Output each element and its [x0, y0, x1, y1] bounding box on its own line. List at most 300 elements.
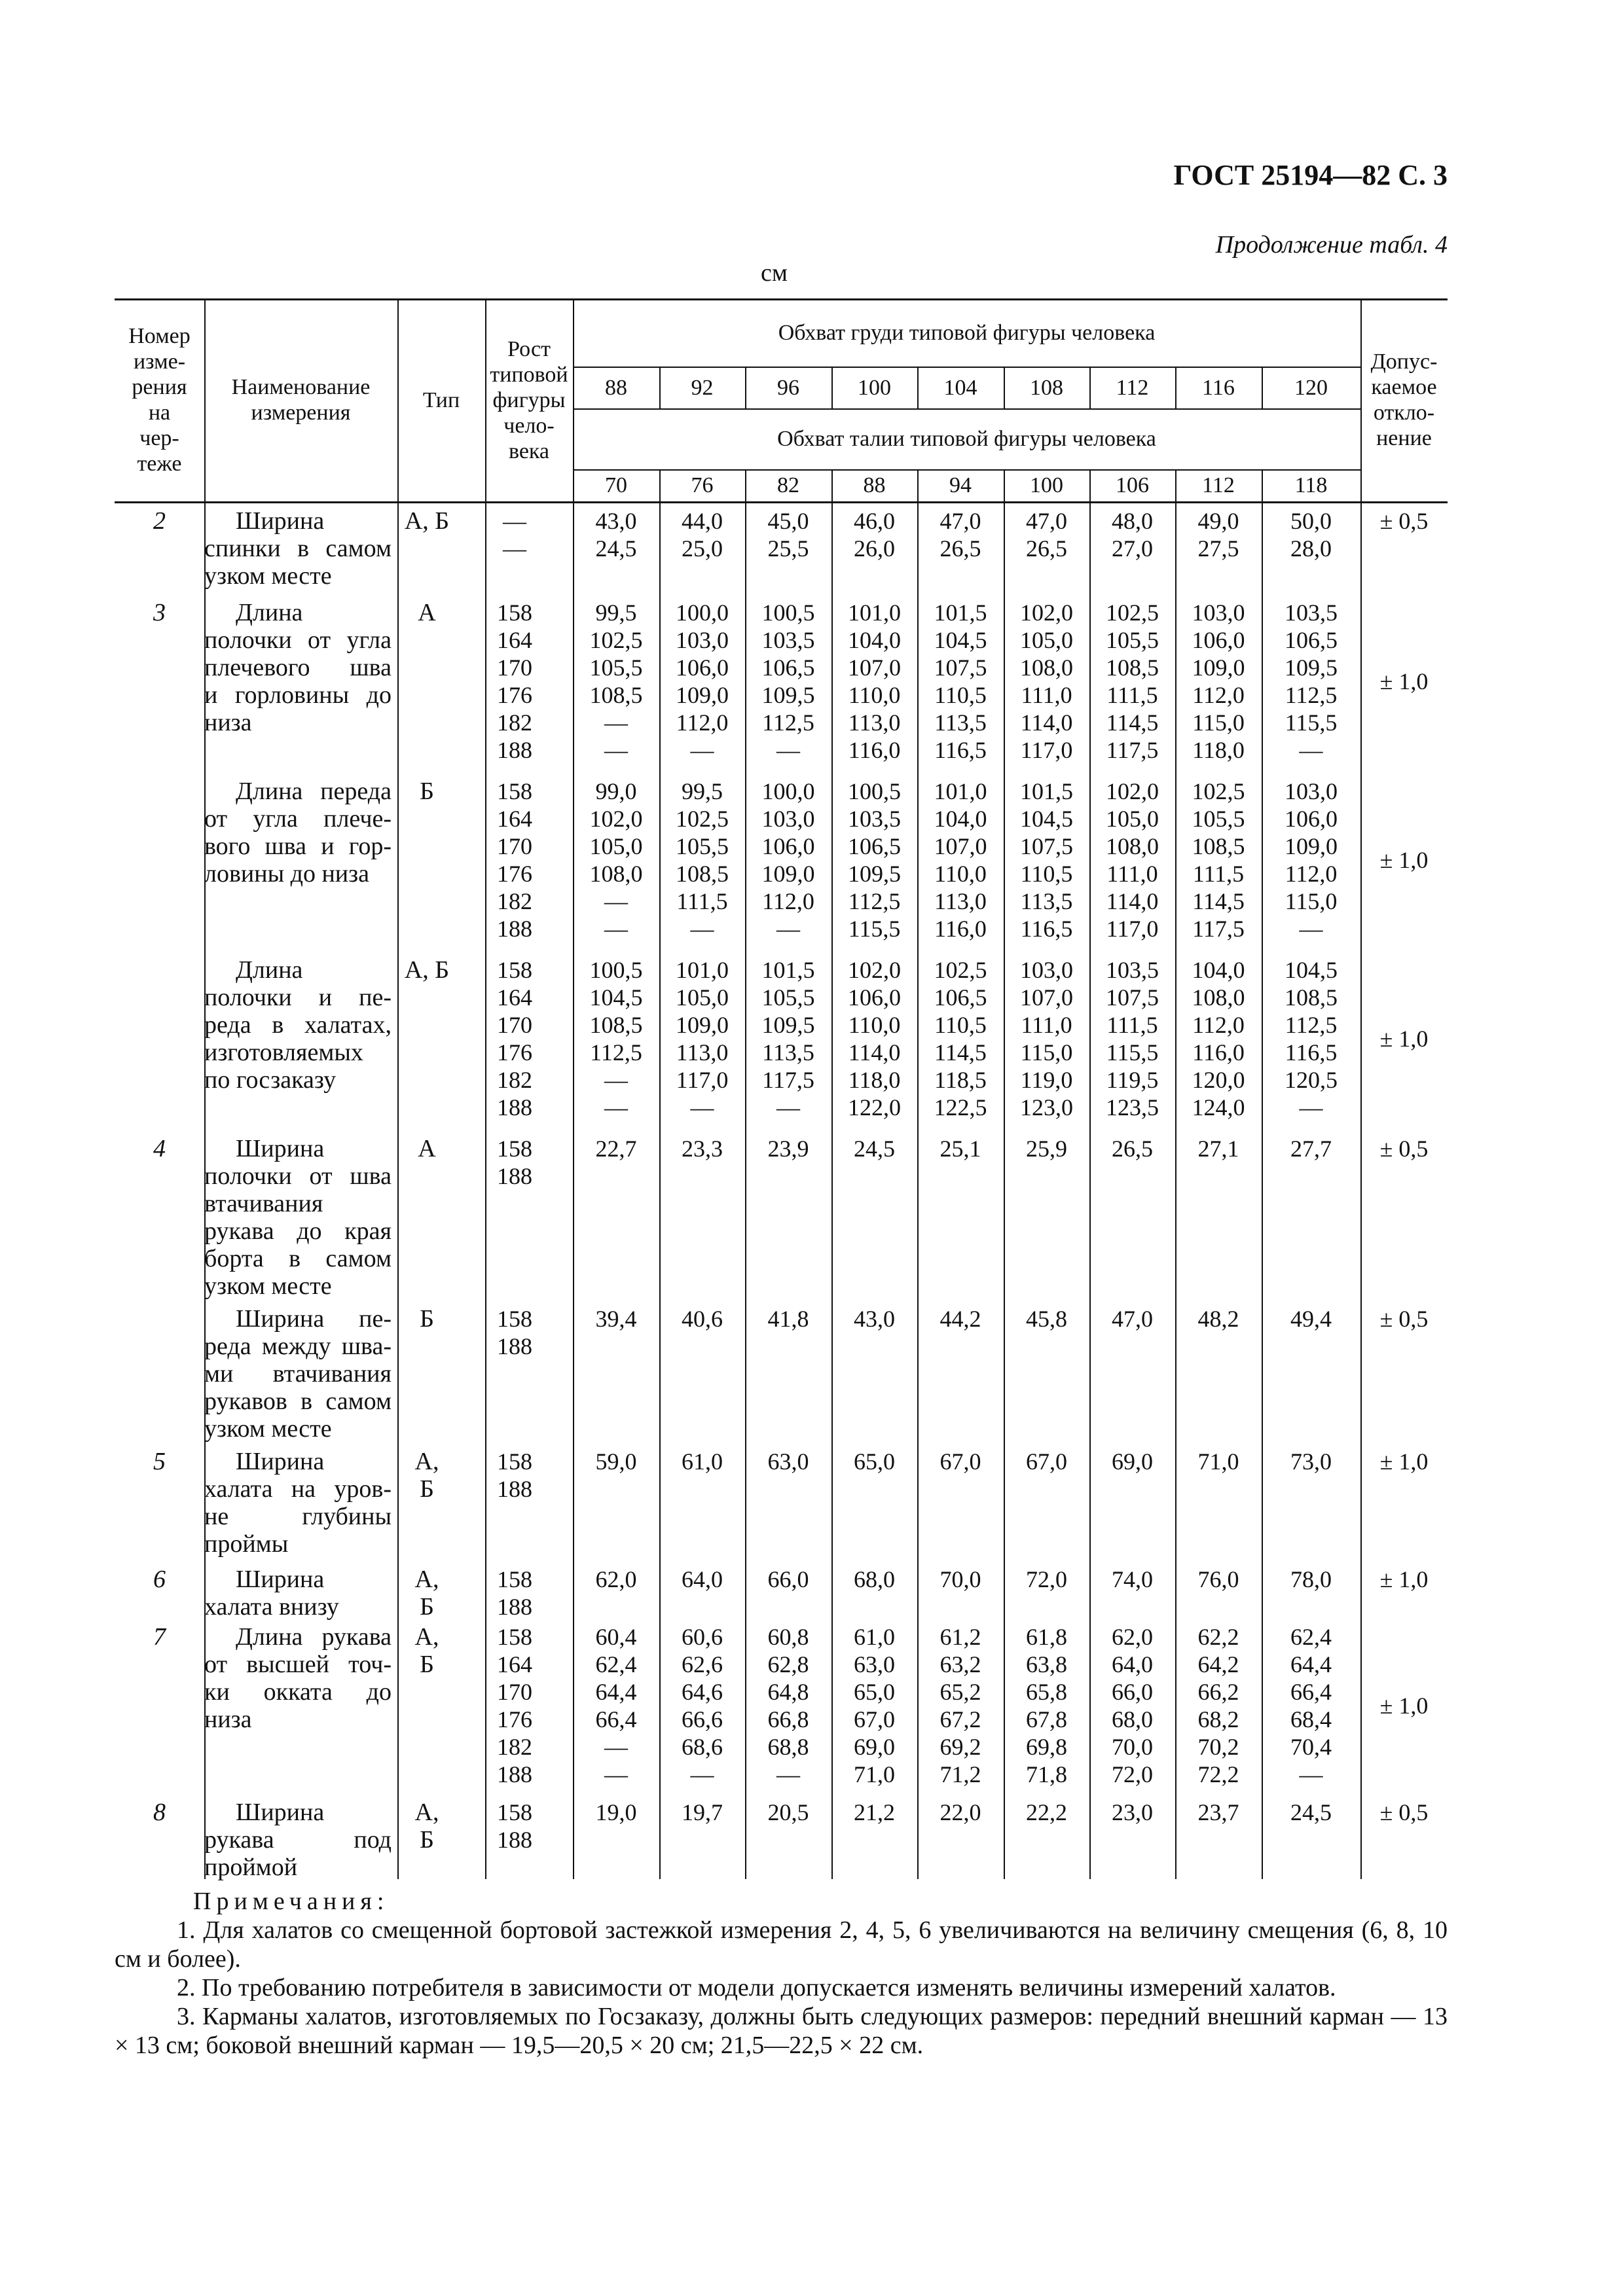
- data-cell: [1262, 599, 1360, 764]
- row-name-line: Длина: [236, 956, 303, 984]
- data-value: 21,2: [854, 1799, 895, 1825]
- data-value: 102,0: [589, 806, 643, 832]
- row-stature: [485, 956, 544, 1121]
- waist-value-header: [745, 469, 831, 501]
- data-value: 65,2: [939, 1679, 981, 1705]
- data-value: 62,0: [595, 1566, 637, 1592]
- chest-value-header: [917, 367, 1004, 408]
- data-value: —: [776, 916, 800, 942]
- data-value: 102,5: [1192, 778, 1245, 804]
- data-cell: [831, 778, 917, 942]
- row-type-line: А,: [414, 1799, 439, 1826]
- data-value: 117,5: [762, 1067, 814, 1093]
- data-value: 66,4: [595, 1706, 637, 1732]
- data-value: 70,2: [1197, 1734, 1239, 1760]
- data-value: 27,0: [1112, 535, 1153, 562]
- data-value: 100,0: [676, 600, 729, 626]
- data-value: 109,0: [1192, 655, 1245, 681]
- data-cell: [1262, 1623, 1360, 1788]
- col-number-header-line: Номер: [128, 324, 191, 348]
- stature-value: 158: [497, 1306, 532, 1332]
- data-value: 67,8: [1026, 1706, 1067, 1732]
- data-value: 105,5: [676, 833, 729, 859]
- row-type-line: Б: [420, 1593, 434, 1621]
- stature-value: 188: [497, 737, 532, 763]
- data-value: 101,0: [676, 957, 729, 983]
- data-value: 108,5: [676, 861, 729, 887]
- data-value: 66,4: [1290, 1679, 1332, 1705]
- data-value: —: [604, 916, 628, 942]
- data-value: 107,5: [934, 655, 987, 681]
- waist-group-header: [573, 408, 1360, 469]
- data-value: 25,1: [939, 1136, 981, 1162]
- row-name-line: ми втачивания: [204, 1360, 392, 1388]
- data-value: 114,5: [1106, 709, 1159, 736]
- col-stature-header-text: [490, 336, 568, 464]
- stature-value: 164: [497, 806, 532, 832]
- data-cell: [917, 1135, 1004, 1162]
- row-name-line: ки окката до: [204, 1678, 392, 1706]
- col-number-header-line: на: [148, 401, 171, 425]
- stature-value: 188: [497, 1333, 532, 1359]
- data-value: 102,5: [676, 806, 729, 832]
- chest-value-text: 88: [605, 375, 627, 400]
- data-value: 104,5: [1285, 957, 1338, 983]
- data-value: 110,0: [848, 1012, 901, 1038]
- data-value: 107,0: [1020, 984, 1073, 1011]
- data-value: 68,6: [682, 1734, 723, 1760]
- stature-value: 158: [497, 1624, 532, 1650]
- data-value: 104,5: [589, 984, 643, 1011]
- data-value: 105,0: [1106, 806, 1159, 832]
- data-value: 105,5: [1192, 806, 1245, 832]
- data-value: 72,0: [1026, 1566, 1067, 1592]
- data-cell: [917, 507, 1004, 562]
- data-value: 106,5: [1285, 627, 1338, 653]
- data-value: 103,5: [1106, 957, 1159, 983]
- data-value: 28,0: [1290, 535, 1332, 562]
- data-value: 110,0: [934, 861, 987, 887]
- data-value: —: [1299, 1761, 1323, 1787]
- data-value: 24,5: [1290, 1799, 1332, 1825]
- data-value: 109,0: [676, 682, 729, 708]
- data-value: 63,8: [1026, 1651, 1067, 1677]
- data-value: 116,5: [934, 737, 987, 763]
- waist-group-text: Обхват талии типовой фигуры человека: [777, 427, 1156, 451]
- data-value: 102,5: [1106, 600, 1159, 626]
- row-name-line: полочки от шва: [204, 1162, 392, 1190]
- data-value: 120,5: [1285, 1067, 1338, 1093]
- data-cell: [831, 1799, 917, 1826]
- data-value: 67,0: [1026, 1448, 1067, 1475]
- data-value: 119,5: [1106, 1067, 1159, 1093]
- data-value: 116,5: [1285, 1039, 1338, 1066]
- row-stature: [485, 507, 544, 562]
- data-value: 62,8: [767, 1651, 809, 1677]
- data-cell: [917, 956, 1004, 1121]
- data-cell: [1004, 1448, 1089, 1475]
- data-value: 100,5: [761, 600, 815, 626]
- row-type: [397, 507, 456, 535]
- row-name-line: плечевого шва: [204, 654, 392, 681]
- data-value: 103,0: [761, 806, 815, 832]
- data-cell: [917, 599, 1004, 764]
- data-value: 108,0: [589, 861, 643, 887]
- waist-value-header: [1089, 469, 1175, 501]
- data-value: 123,5: [1106, 1094, 1159, 1121]
- data-value: 65,8: [1026, 1679, 1067, 1705]
- grid-vline: [1360, 501, 1362, 1879]
- data-cell: [1089, 1448, 1175, 1475]
- data-cell: [659, 507, 745, 562]
- data-value: 63,2: [939, 1651, 981, 1677]
- row-type: [397, 1623, 456, 1678]
- data-value: —: [604, 888, 628, 914]
- chest-value-header: [1004, 367, 1089, 408]
- row-type: [397, 1305, 456, 1333]
- stature-value: 170: [497, 1679, 532, 1705]
- data-value: 112,5: [590, 1039, 642, 1066]
- data-cell: [745, 599, 831, 764]
- data-value: 109,5: [761, 1012, 815, 1038]
- data-value: 110,5: [934, 1012, 987, 1038]
- data-value: 66,0: [767, 1566, 809, 1592]
- row-name-line: Ширина пе-: [236, 1305, 392, 1333]
- stature-value: 182: [497, 709, 532, 736]
- data-cell: [1089, 599, 1175, 764]
- data-cell: [745, 956, 831, 1121]
- data-value: 106,5: [934, 984, 987, 1011]
- data-value: —: [604, 1094, 628, 1121]
- data-value: 61,2: [939, 1624, 981, 1650]
- row-name-line: Ширина: [236, 1135, 325, 1162]
- data-value: 103,5: [1285, 600, 1338, 626]
- data-value: 73,0: [1290, 1448, 1332, 1475]
- data-value: 66,6: [682, 1706, 723, 1732]
- row-stature: [485, 1623, 544, 1788]
- data-value: 19,0: [595, 1799, 637, 1825]
- data-value: 120,0: [1192, 1067, 1245, 1093]
- data-value: 116,5: [1020, 916, 1073, 942]
- data-cell: [917, 778, 1004, 942]
- data-cell: [1175, 1566, 1262, 1593]
- data-cell: [573, 1799, 659, 1826]
- data-value: 106,0: [1192, 627, 1245, 653]
- data-value: 105,0: [1020, 627, 1073, 653]
- data-cell: [745, 507, 831, 562]
- data-value: 71,0: [1197, 1448, 1239, 1475]
- row-tolerance: ± 1,0: [1379, 1693, 1429, 1719]
- row-tolerance: ± 0,5: [1379, 1799, 1429, 1825]
- data-cell: [745, 1566, 831, 1593]
- row-name-line: реда в халатах,: [204, 1011, 392, 1039]
- data-value: 124,0: [1192, 1094, 1245, 1121]
- data-value: 115,5: [1285, 709, 1338, 736]
- stature-value: 164: [497, 984, 532, 1011]
- data-value: 99,5: [682, 778, 723, 804]
- col-tolerance-header-line: откло-: [1373, 401, 1435, 425]
- data-value: 112,5: [1285, 1012, 1338, 1038]
- data-value: 110,0: [848, 682, 901, 708]
- data-value: 114,5: [934, 1039, 987, 1066]
- row-name-line: Длина: [236, 599, 303, 626]
- data-value: —: [690, 1094, 714, 1121]
- data-value: 113,5: [1020, 888, 1073, 914]
- data-value: 22,7: [595, 1136, 637, 1162]
- data-value: 68,4: [1290, 1706, 1332, 1732]
- data-cell: [1175, 1623, 1262, 1788]
- waist-value-text: 100: [1030, 473, 1063, 497]
- row-type: [397, 599, 456, 626]
- data-value: 106,0: [848, 984, 901, 1011]
- data-cell: [573, 778, 659, 942]
- data-cell: [1089, 778, 1175, 942]
- data-cell: [745, 1623, 831, 1788]
- stature-value: 188: [497, 1761, 532, 1787]
- data-cell: [659, 1448, 745, 1475]
- data-value: 123,0: [1020, 1094, 1073, 1121]
- data-value: 66,2: [1197, 1679, 1239, 1705]
- data-value: 112,5: [848, 888, 901, 914]
- row-stature: [485, 1305, 544, 1360]
- row-name-line: изготовляемых: [204, 1039, 363, 1066]
- col-stature-header-line: типовой: [490, 362, 568, 387]
- data-value: 116,0: [934, 916, 987, 942]
- row-name: [204, 1566, 392, 1621]
- data-cell: [1004, 778, 1089, 942]
- row-type: [397, 1135, 456, 1162]
- data-value: 109,5: [848, 861, 901, 887]
- row-type: [397, 1799, 456, 1854]
- data-cell: [1262, 1135, 1360, 1162]
- note-1: 1. Для халатов со смещенной бортовой застежкой измерения 2, 4, 5, 6 увеличиваются на величину смещения (6, 8, 10 см и более).: [115, 1916, 1448, 1973]
- data-cell: [573, 1448, 659, 1475]
- data-value: 49,4: [1290, 1306, 1332, 1332]
- data-value: 114,0: [848, 1039, 901, 1066]
- data-value: 117,0: [676, 1067, 729, 1093]
- data-value: 27,5: [1197, 535, 1239, 562]
- data-value: 108,0: [1020, 655, 1073, 681]
- data-value: 67,0: [854, 1706, 895, 1732]
- data-cell: [917, 1566, 1004, 1593]
- data-value: 115,0: [1020, 1039, 1073, 1066]
- data-cell: [1175, 599, 1262, 764]
- chest-value-text: 104: [943, 375, 977, 400]
- data-cell: [831, 1623, 917, 1788]
- row-type: [397, 956, 456, 984]
- row-name-line: полочки от угла: [204, 626, 392, 654]
- data-value: 111,5: [676, 888, 728, 914]
- row-name-line: ловины до низа: [204, 860, 369, 888]
- row-tolerance: ± 1,0: [1379, 1448, 1429, 1475]
- col-tolerance-header-line: каемое: [1371, 375, 1437, 399]
- data-value: 60,6: [682, 1624, 723, 1650]
- data-value: 67,0: [939, 1448, 981, 1475]
- data-value: 60,4: [595, 1624, 637, 1650]
- waist-value-text: 112: [1202, 473, 1235, 497]
- data-cell: [659, 1305, 745, 1333]
- data-value: 23,9: [767, 1136, 809, 1162]
- data-cell: [1175, 1448, 1262, 1475]
- data-value: 114,0: [1106, 888, 1159, 914]
- data-value: 26,5: [1026, 535, 1067, 562]
- col-stature-header-line: чело-: [503, 413, 555, 438]
- data-value: 48,0: [1112, 508, 1153, 534]
- data-value: 69,0: [1112, 1448, 1153, 1475]
- data-value: 27,7: [1290, 1136, 1332, 1162]
- row-name-line: Длина рукава: [236, 1623, 392, 1651]
- col-name-header: [204, 298, 397, 501]
- col-number-header-line: рения: [132, 375, 187, 399]
- col-name-header-text: [232, 374, 371, 425]
- data-value: 62,4: [1290, 1624, 1332, 1650]
- data-value: 61,0: [854, 1624, 895, 1650]
- row-tolerance: ± 0,5: [1379, 1306, 1429, 1332]
- waist-value-text: 76: [691, 473, 714, 497]
- data-value: 105,0: [676, 984, 729, 1011]
- data-value: 110,5: [1020, 861, 1073, 887]
- data-cell: [1175, 778, 1262, 942]
- data-value: 118,5: [934, 1067, 987, 1093]
- data-value: 108,5: [1192, 833, 1245, 859]
- table-continuation: Продолжение табл. 4: [1215, 231, 1448, 259]
- row-name-line: не глубины: [204, 1503, 392, 1530]
- col-type-text: Тип: [422, 387, 460, 412]
- data-cell: [831, 1566, 917, 1593]
- data-value: —: [1299, 916, 1323, 942]
- data-value: 49,0: [1197, 508, 1239, 534]
- note-3: 3. Карманы халатов, изготовляемых по Госзаказу, должны быть следующих размеров: передний внешний карман — 13 × 13 см; боковой внешний карман — 19,5—20,5 × 20 см; 21,5—22,5 × 22 см.: [115, 2003, 1448, 2059]
- data-value: 25,9: [1026, 1136, 1067, 1162]
- data-value: 111,5: [1106, 682, 1158, 708]
- col-name-header-line: Наименование: [231, 375, 371, 399]
- chest-value-header: [745, 367, 831, 408]
- waist-value-text: 106: [1116, 473, 1149, 497]
- data-value: 24,5: [854, 1136, 895, 1162]
- row-name-line: узком месте: [204, 1272, 332, 1300]
- data-cell: [659, 778, 745, 942]
- data-value: 50,0: [1290, 508, 1332, 534]
- row-number: 2: [153, 507, 166, 535]
- data-value: 113,0: [848, 709, 901, 736]
- chest-value-text: 116: [1202, 375, 1235, 400]
- data-cell: [1175, 1135, 1262, 1162]
- data-value: 65,0: [854, 1679, 895, 1705]
- data-cell: [659, 1566, 745, 1593]
- row-name-line: полочки и пе-: [204, 984, 392, 1011]
- data-cell: [1175, 1305, 1262, 1333]
- data-value: —: [690, 916, 714, 942]
- data-cell: [1089, 1623, 1175, 1788]
- data-cell: [1262, 1448, 1360, 1475]
- data-cell: [1262, 1566, 1360, 1593]
- stature-value: 158: [497, 957, 532, 983]
- data-value: 114,0: [1020, 709, 1073, 736]
- data-value: 113,0: [934, 888, 987, 914]
- data-value: 101,0: [934, 778, 987, 804]
- row-type-line: Б: [420, 1475, 434, 1503]
- data-value: 111,0: [1021, 682, 1072, 708]
- data-value: —: [776, 737, 800, 763]
- row-type: [397, 778, 456, 805]
- waist-value-text: 82: [777, 473, 799, 497]
- row-number: 5: [153, 1448, 166, 1475]
- data-cell: [1175, 956, 1262, 1121]
- data-value: 119,0: [1020, 1067, 1073, 1093]
- data-value: 117,0: [1106, 916, 1159, 942]
- data-value: 71,2: [939, 1761, 981, 1787]
- data-value: 105,5: [1106, 627, 1159, 653]
- data-cell: [831, 507, 917, 562]
- waist-value-header: [831, 469, 917, 501]
- waist-value-text: 70: [605, 473, 627, 497]
- data-value: 64,8: [767, 1679, 809, 1705]
- data-value: 76,0: [1197, 1566, 1239, 1592]
- data-value: 109,0: [676, 1012, 729, 1038]
- data-value: 23,0: [1112, 1799, 1153, 1825]
- data-value: —: [604, 709, 628, 736]
- data-value: 112,0: [1192, 1012, 1245, 1038]
- row-name-line: втачивания: [204, 1190, 323, 1217]
- stature-value: 188: [497, 1476, 532, 1502]
- data-value: 104,0: [934, 806, 987, 832]
- col-stature-header: [485, 298, 573, 501]
- row-type-line: А: [418, 599, 436, 626]
- data-cell: [1004, 1135, 1089, 1162]
- chest-value-text: 108: [1030, 375, 1063, 400]
- data-value: 102,5: [934, 957, 987, 983]
- row-type-line: А,: [414, 1448, 439, 1475]
- chest-value-text: 96: [777, 375, 799, 400]
- stature-value: 158: [497, 600, 532, 626]
- data-value: 64,4: [1290, 1651, 1332, 1677]
- data-value: 103,0: [1285, 778, 1338, 804]
- data-value: 45,8: [1026, 1306, 1067, 1332]
- data-value: 103,5: [848, 806, 901, 832]
- row-type-line: Б: [420, 1305, 434, 1333]
- data-cell: [1262, 1799, 1360, 1826]
- row-tolerance: ± 1,0: [1379, 1026, 1429, 1052]
- col-number-header-line: чер-: [139, 426, 179, 450]
- data-cell: [659, 1135, 745, 1162]
- data-cell: [659, 599, 745, 764]
- data-value: 61,8: [1026, 1624, 1067, 1650]
- data-cell: [1089, 1305, 1175, 1333]
- row-name-line: халата на уров-: [204, 1475, 392, 1503]
- row-name-line: Ширина: [236, 1566, 325, 1593]
- row-name-line: Ширина: [236, 1799, 325, 1826]
- stature-value: —: [503, 508, 526, 534]
- data-value: 69,0: [854, 1734, 895, 1760]
- data-value: 26,5: [1112, 1136, 1153, 1162]
- data-value: 112,0: [676, 709, 729, 736]
- data-cell: [659, 956, 745, 1121]
- data-cell: [1089, 1799, 1175, 1826]
- row-stature: [485, 1799, 544, 1854]
- row-tolerance: ± 1,0: [1379, 1566, 1429, 1592]
- data-value: 64,6: [682, 1679, 723, 1705]
- data-cell: [831, 599, 917, 764]
- row-type-line: А,: [414, 1566, 439, 1593]
- data-value: 106,0: [761, 833, 815, 859]
- data-value: 103,0: [676, 627, 729, 653]
- data-cell: [831, 1135, 917, 1162]
- data-value: 68,2: [1197, 1706, 1239, 1732]
- data-value: 113,0: [676, 1039, 729, 1066]
- data-value: 102,0: [1106, 778, 1159, 804]
- row-name-line: рукавов в самом: [204, 1388, 392, 1415]
- waist-value-header: [1175, 469, 1262, 501]
